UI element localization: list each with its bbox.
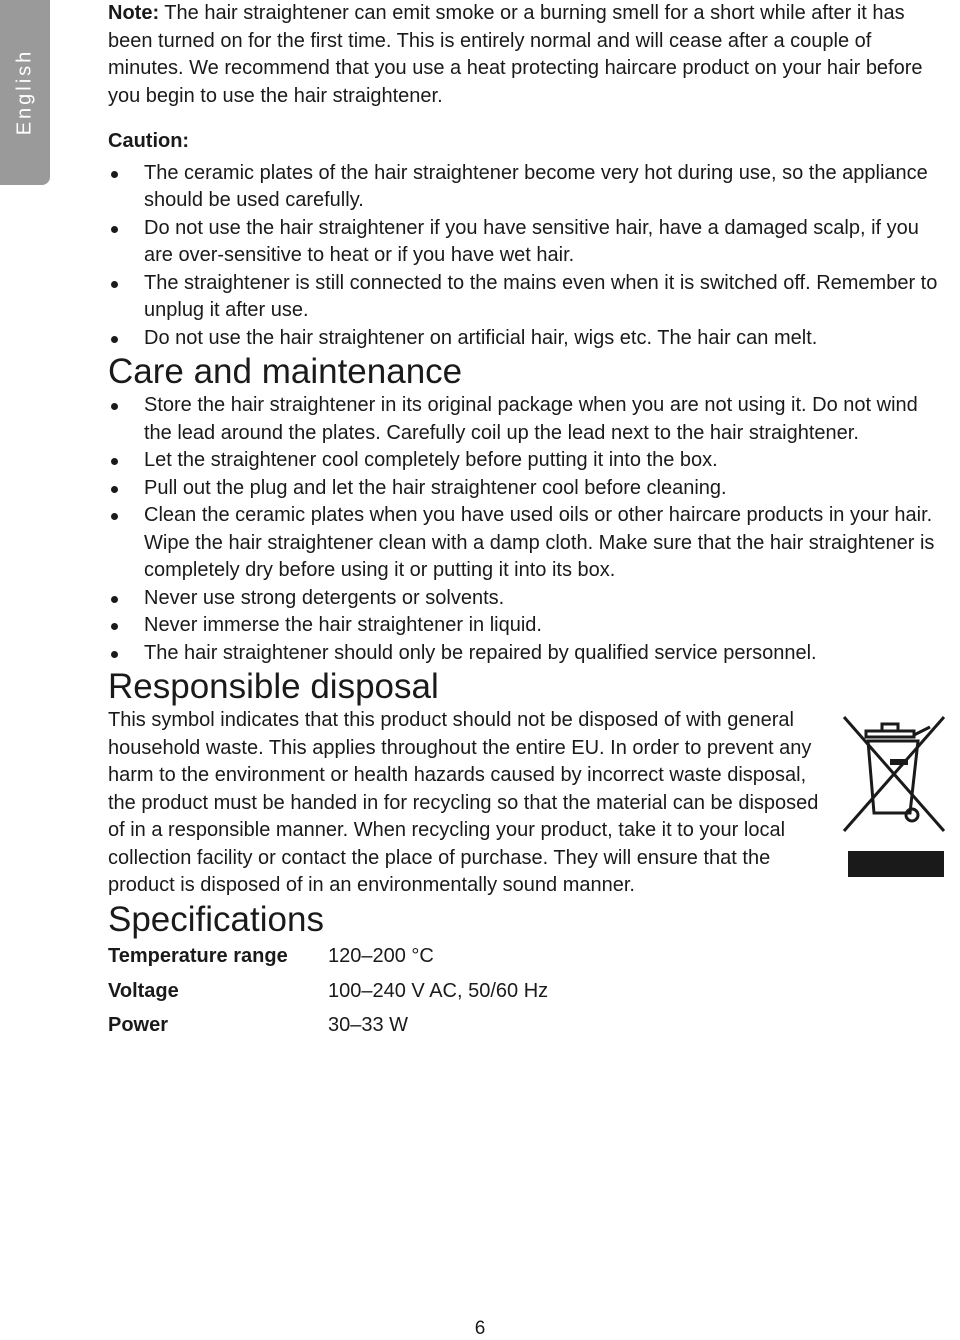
caution-list — [108, 160, 948, 353]
specs-row — [108, 1009, 548, 1044]
caution-heading: Caution: — [108, 130, 190, 152]
care-item: Let the straightener cool completely before putting it into the box. — [108, 447, 944, 475]
care-item: Pull out the plug and let the hair straightener cool before cleaning. — [108, 475, 944, 503]
crossed-out-wheelie-bin-icon — [840, 713, 948, 881]
care-heading: Care and maintenance — [108, 352, 463, 391]
caution-item: The straightener is still connected to the mains even when it is switched off. Remember to unplug it after use. — [108, 270, 944, 325]
disposal-section — [108, 707, 948, 900]
caution-item: Do not use the hair straightener if you have sensitive hair, have a damaged scalp, if you are over-sensitive to heat or if you have wet hair. — [108, 215, 944, 270]
specs-value: 30–33 W — [328, 1014, 409, 1037]
specs-label: Temperature range — [108, 945, 288, 968]
caution-item: The ceramic plates of the hair straightener become very hot during use, so the appliance should be used carefully. — [108, 160, 944, 215]
specs-label: Power — [108, 1014, 169, 1037]
language-tab — [0, 0, 50, 185]
care-item: Store the hair straightener in its original package when you are not using it. Do not wind the lead around the plates. Carefully coil up the lead next to the hair straightener. — [108, 392, 944, 447]
specs-label: Voltage — [108, 979, 179, 1002]
note-paragraph — [108, 0, 948, 110]
care-item: Clean the ceramic plates when you have used oils or other haircare products in your hair. Wipe the hair straightener clean with a damp cloth. Make sure that the hair straightener is completely dry before using it or putting it into its box. — [108, 502, 944, 585]
specs-table — [108, 940, 548, 1044]
note-label: Note: — [108, 2, 160, 24]
care-list — [108, 392, 948, 667]
specs-row — [108, 940, 548, 975]
language-tab-label: English — [13, 48, 36, 136]
page-number: 6 — [474, 1318, 486, 1339]
disposal-text: This symbol indicates that this product should not be disposed of with general household waste. This applies throughout the entire EU. In order to prevent any harm to the environment or health hazards caused by incorrect waste disposal, the product must be handed in for recycling so that the material can be disposed of in a responsible manner. When recycling your product, take it to your local collection facility or contact the place of purchase. They will ensure that the product is disposed of in an environmentally sound manner. — [108, 709, 819, 896]
specs-value: 100–240 V AC, 50/60 Hz — [328, 979, 549, 1002]
caution-item: Do not use the hair straightener on artificial hair, wigs etc. The hair can melt. — [108, 325, 944, 353]
note-text: The hair straightener can emit smoke or a burning smell for a short while after it has been turned on for the first time. This is entirely normal and will cease after a couple of minutes. We recommend that you use a heat protecting haircare product on your hair before you begin to use the hair straightener. — [108, 2, 923, 107]
specs-heading: Specifications — [108, 899, 324, 939]
disposal-heading: Responsible disposal — [108, 667, 439, 706]
specs-row — [108, 974, 548, 1009]
care-item: Never immerse the hair straightener in liquid. — [108, 612, 944, 640]
care-item: The hair straightener should only be repaired by qualified service personnel. — [108, 640, 944, 668]
care-item: Never use strong detergents or solvents. — [108, 585, 944, 613]
page-content — [108, 0, 948, 1043]
specs-value: 120–200 °C — [328, 945, 434, 968]
